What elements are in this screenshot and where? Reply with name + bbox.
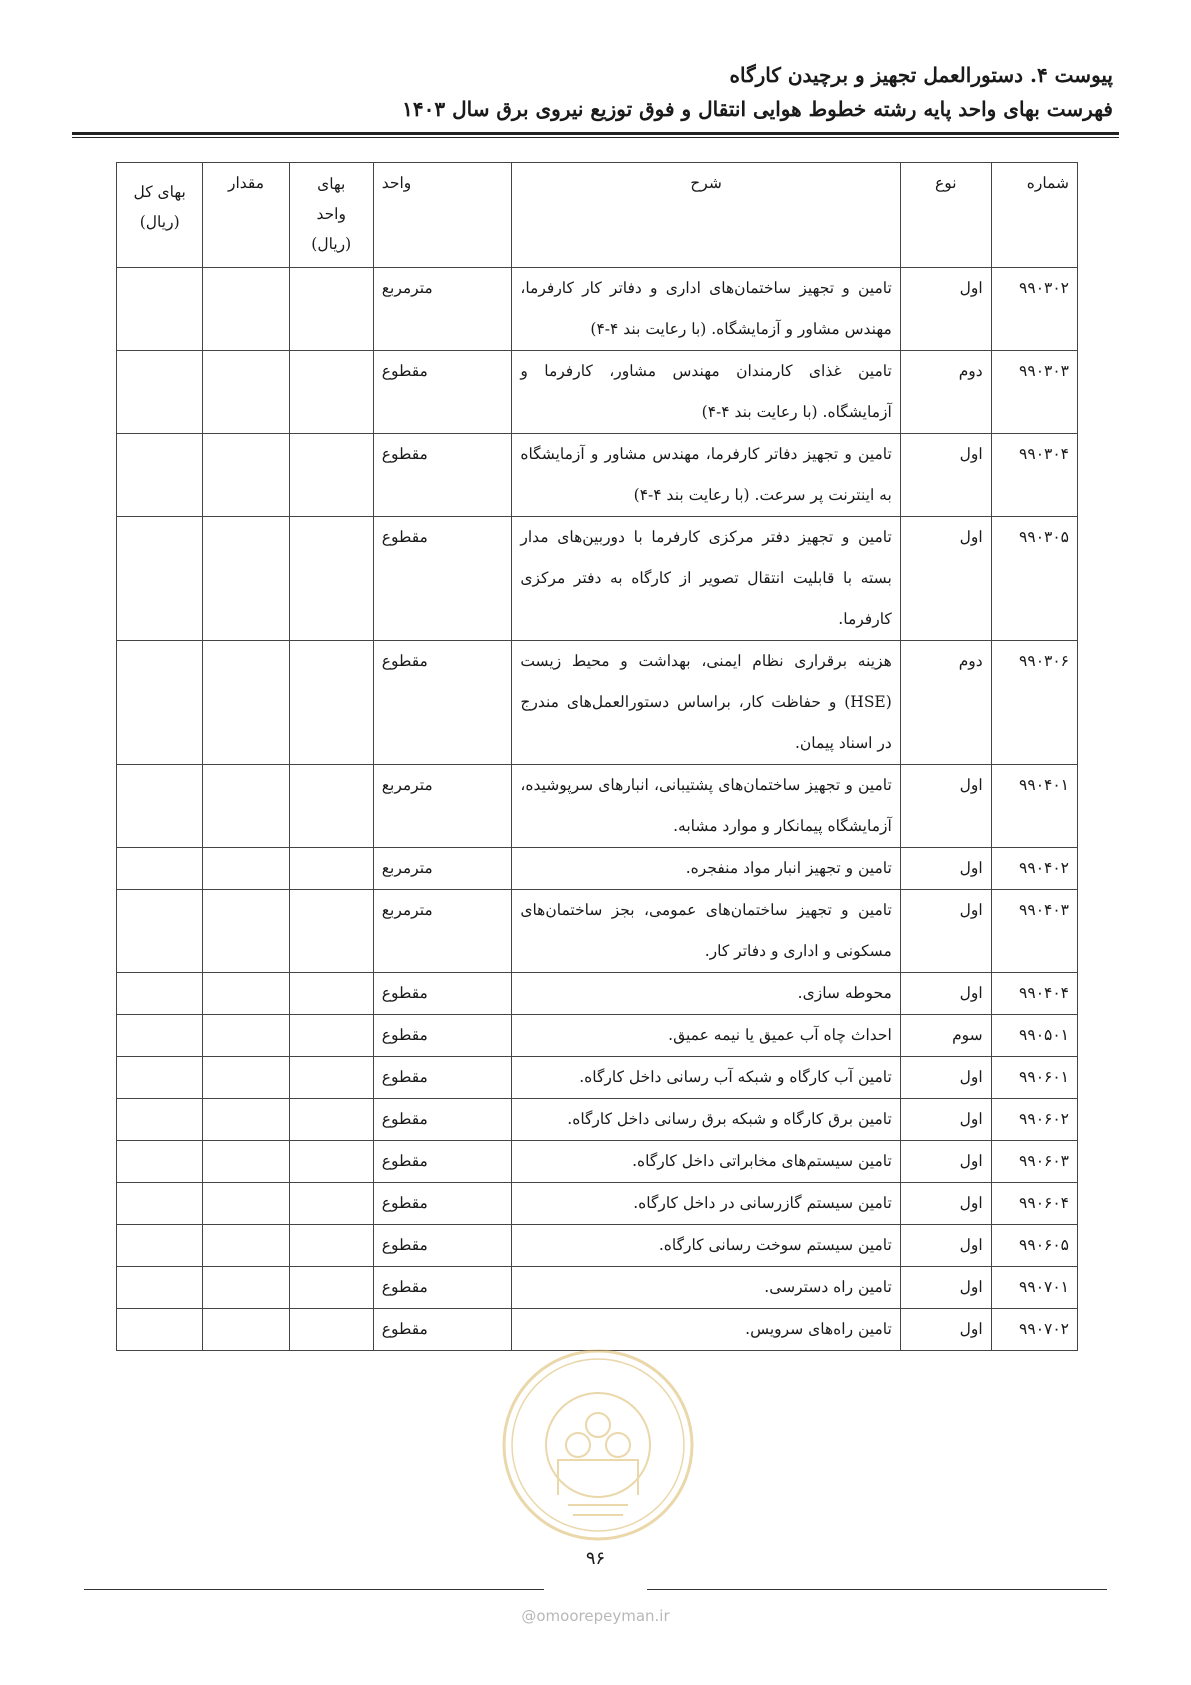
cell-number: ۹۹۰۳۰۵ xyxy=(991,517,1077,641)
cell-unit-price xyxy=(289,1267,373,1309)
cell-total-price xyxy=(117,1015,203,1057)
cell-unit: مقطوع xyxy=(373,1099,512,1141)
cell-unit-price xyxy=(289,1099,373,1141)
cell-unit-price xyxy=(289,765,373,848)
cell-unit: مقطوع xyxy=(373,434,512,517)
cell-number: ۹۹۰۴۰۲ xyxy=(991,848,1077,890)
cell-unit-price xyxy=(289,434,373,517)
table-header-row xyxy=(117,163,1078,268)
cell-description: احداث چاه آب عمیق یا نیمه عمیق. xyxy=(512,1015,900,1057)
cell-unit: مقطوع xyxy=(373,1015,512,1057)
cell-unit-price xyxy=(289,973,373,1015)
table-row xyxy=(117,434,1078,517)
header-type: نوع xyxy=(900,163,991,268)
cell-description: تامین سیستم سوخت رسانی کارگاه. xyxy=(512,1225,900,1267)
watermark-text: @omoorepeyman.ir xyxy=(521,1607,670,1625)
cell-number: ۹۹۰۴۰۳ xyxy=(991,890,1077,973)
table-row xyxy=(117,1015,1078,1057)
cell-description: تامین سیستم گازرسانی در داخل کارگاه. xyxy=(512,1183,900,1225)
cell-total-price xyxy=(117,1183,203,1225)
cell-total-price xyxy=(117,1225,203,1267)
table-row xyxy=(117,1057,1078,1099)
cell-description: محوطه سازی. xyxy=(512,973,900,1015)
cell-total-price xyxy=(117,890,203,973)
cell-total-price xyxy=(117,973,203,1015)
table-row xyxy=(117,268,1078,351)
header-total-price-line1: بهای کل xyxy=(133,183,186,201)
cell-description: تامین راه دسترسی. xyxy=(512,1267,900,1309)
cell-unit-price xyxy=(289,1015,373,1057)
cell-type: اول xyxy=(900,1309,991,1351)
cell-type: اول xyxy=(900,973,991,1015)
header-rule-thin xyxy=(72,137,1119,138)
cell-number: ۹۹۰۷۰۱ xyxy=(991,1267,1077,1309)
cell-quantity xyxy=(203,517,289,641)
price-list-table xyxy=(116,162,1078,1351)
cell-quantity xyxy=(203,1183,289,1225)
header-quantity: مقدار xyxy=(203,163,289,268)
cell-unit: مقطوع xyxy=(373,973,512,1015)
cell-unit-price xyxy=(289,517,373,641)
header-unit-price-line1: بهای xyxy=(317,175,346,193)
table-row xyxy=(117,1267,1078,1309)
cell-total-price xyxy=(117,641,203,765)
header-unit-price-line3: (ریال) xyxy=(311,235,352,253)
table-row xyxy=(117,1225,1078,1267)
cell-quantity xyxy=(203,1225,289,1267)
cell-type: اول xyxy=(900,268,991,351)
cell-number: ۹۹۰۵۰۱ xyxy=(991,1015,1077,1057)
cell-description: تامین برق کارگاه و شبکه برق رسانی داخل کارگاه. xyxy=(512,1099,900,1141)
cell-unit-price xyxy=(289,848,373,890)
cell-unit: مقطوع xyxy=(373,1141,512,1183)
cell-total-price xyxy=(117,351,203,434)
cell-quantity xyxy=(203,1267,289,1309)
header-description: شرح xyxy=(512,163,900,268)
cell-description: تامین و تجهیز انبار مواد منفجره. xyxy=(512,848,900,890)
cell-unit: مترمربع xyxy=(373,848,512,890)
cell-description: تامین و تجهیز ساختمان‌های پشتیبانی، انبارهای سرپوشیده، آزمایشگاه پیمانکار و موارد مشابه. xyxy=(512,765,900,848)
cell-type: اول xyxy=(900,1141,991,1183)
cell-quantity xyxy=(203,1099,289,1141)
cell-number: ۹۹۰۶۰۱ xyxy=(991,1057,1077,1099)
table-row xyxy=(117,848,1078,890)
header-subtitle: فهرست بهای واحد پایه رشته خطوط هوایی انتقال و فوق توزیع نیروی برق سال ۱۴۰۳ xyxy=(402,97,1113,121)
cell-type: اول xyxy=(900,1225,991,1267)
cell-type: دوم xyxy=(900,351,991,434)
cell-unit-price xyxy=(289,1225,373,1267)
cell-unit: مترمربع xyxy=(373,890,512,973)
cell-quantity xyxy=(203,1141,289,1183)
table-row xyxy=(117,1099,1078,1141)
table-row xyxy=(117,517,1078,641)
header-total-price xyxy=(117,163,203,268)
cell-quantity xyxy=(203,765,289,848)
cell-description: تامین سیستم‌های مخابراتی داخل کارگاه. xyxy=(512,1141,900,1183)
cell-quantity xyxy=(203,890,289,973)
cell-total-price xyxy=(117,268,203,351)
cell-number: ۹۹۰۶۰۴ xyxy=(991,1183,1077,1225)
cell-description: تامین و تجهیز ساختمان‌های اداری و دفاتر کار کارفرما، مهندس مشاور و آزمایشگاه. (با رعایت بند ۴-۴) xyxy=(512,268,900,351)
cell-unit: مقطوع xyxy=(373,1183,512,1225)
cell-number: ۹۹۰۳۰۳ xyxy=(991,351,1077,434)
cell-type: اول xyxy=(900,1099,991,1141)
cell-unit: مقطوع xyxy=(373,641,512,765)
cell-quantity xyxy=(203,1057,289,1099)
cell-number: ۹۹۰۳۰۴ xyxy=(991,434,1077,517)
cell-type: اول xyxy=(900,1057,991,1099)
footer-rule-right xyxy=(647,1589,1107,1590)
cell-unit-price xyxy=(289,1141,373,1183)
cell-unit-price xyxy=(289,351,373,434)
cell-number: ۹۹۰۶۰۲ xyxy=(991,1099,1077,1141)
cell-type: اول xyxy=(900,890,991,973)
cell-unit-price xyxy=(289,1183,373,1225)
cell-unit: مقطوع xyxy=(373,1309,512,1351)
cell-description: تامین و تجهیز دفتر مرکزی کارفرما با دوربین‌های مدار بسته با قابلیت انتقال تصویر از کارگاه به دفتر مرکزی کارفرما. xyxy=(512,517,900,641)
seal-stamp-icon xyxy=(498,1345,698,1545)
cell-quantity xyxy=(203,351,289,434)
cell-number: ۹۹۰۴۰۴ xyxy=(991,973,1077,1015)
header-number: شماره xyxy=(991,163,1077,268)
page-number: ۹۶ xyxy=(585,1548,606,1569)
cell-unit-price xyxy=(289,1057,373,1099)
cell-description: تامین و تجهیز ساختمان‌های عمومی، بجز ساختمان‌های مسکونی و اداری و دفاتر کار. xyxy=(512,890,900,973)
cell-unit-price xyxy=(289,641,373,765)
cell-quantity xyxy=(203,268,289,351)
table-row xyxy=(117,1183,1078,1225)
cell-type: اول xyxy=(900,1267,991,1309)
table-row xyxy=(117,641,1078,765)
cell-type: اول xyxy=(900,765,991,848)
cell-number: ۹۹۰۶۰۳ xyxy=(991,1141,1077,1183)
cell-quantity xyxy=(203,641,289,765)
cell-type: اول xyxy=(900,1183,991,1225)
cell-unit: مقطوع xyxy=(373,351,512,434)
cell-type: دوم xyxy=(900,641,991,765)
cell-type: اول xyxy=(900,517,991,641)
table-body xyxy=(117,268,1078,1351)
table-row xyxy=(117,973,1078,1015)
cell-description: تامین غذای کارمندان مهندس مشاور، کارفرما و آزمایشگاه. (با رعایت بند ۴-۴) xyxy=(512,351,900,434)
table-row xyxy=(117,1141,1078,1183)
header-unit: واحد xyxy=(373,163,512,268)
cell-description: تامین راه‌های سرویس. xyxy=(512,1309,900,1351)
table-row xyxy=(117,351,1078,434)
table-row xyxy=(117,890,1078,973)
cell-total-price xyxy=(117,765,203,848)
cell-number: ۹۹۰۳۰۲ xyxy=(991,268,1077,351)
cell-type: سوم xyxy=(900,1015,991,1057)
cell-description: هزینه برقراری نظام ایمنی، بهداشت و محیط زیست (HSE) و حفاظت کار، براساس دستورالعمل‌های مندرج در اسناد پیمان. xyxy=(512,641,900,765)
cell-unit-price xyxy=(289,268,373,351)
cell-total-price xyxy=(117,434,203,517)
cell-unit: مقطوع xyxy=(373,517,512,641)
cell-total-price xyxy=(117,1141,203,1183)
cell-unit: مقطوع xyxy=(373,1057,512,1099)
header-total-price-line2: (ریال) xyxy=(139,213,180,231)
cell-total-price xyxy=(117,1057,203,1099)
cell-total-price xyxy=(117,1099,203,1141)
cell-quantity xyxy=(203,1309,289,1351)
cell-quantity xyxy=(203,1015,289,1057)
cell-type: اول xyxy=(900,434,991,517)
cell-total-price xyxy=(117,1309,203,1351)
cell-unit: مترمربع xyxy=(373,268,512,351)
cell-quantity xyxy=(203,434,289,517)
cell-total-price xyxy=(117,848,203,890)
cell-description: تامین و تجهیز دفاتر کارفرما، مهندس مشاور و آزمایشگاه به اینترنت پر سرعت. (با رعایت بند ۴-۴) xyxy=(512,434,900,517)
header-rule-thick xyxy=(72,132,1119,135)
cell-number: ۹۹۰۳۰۶ xyxy=(991,641,1077,765)
header-unit-price-line2: واحد xyxy=(316,205,346,223)
cell-type: اول xyxy=(900,848,991,890)
cell-number: ۹۹۰۷۰۲ xyxy=(991,1309,1077,1351)
cell-total-price xyxy=(117,1267,203,1309)
page-header xyxy=(72,58,1113,126)
table-row xyxy=(117,765,1078,848)
cell-unit: مقطوع xyxy=(373,1225,512,1267)
cell-unit-price xyxy=(289,890,373,973)
header-title: پیوست ۴. دستورالعمل تجهیز و برچیدن کارگاه xyxy=(729,63,1113,87)
cell-number: ۹۹۰۴۰۱ xyxy=(991,765,1077,848)
cell-quantity xyxy=(203,973,289,1015)
cell-total-price xyxy=(117,517,203,641)
cell-unit-price xyxy=(289,1309,373,1351)
cell-unit: مترمربع xyxy=(373,765,512,848)
header-unit-price xyxy=(289,163,373,268)
cell-description: تامین آب کارگاه و شبکه آب رسانی داخل کارگاه. xyxy=(512,1057,900,1099)
cell-unit: مقطوع xyxy=(373,1267,512,1309)
cell-quantity xyxy=(203,848,289,890)
cell-number: ۹۹۰۶۰۵ xyxy=(991,1225,1077,1267)
footer-rule-left xyxy=(84,1589,544,1590)
